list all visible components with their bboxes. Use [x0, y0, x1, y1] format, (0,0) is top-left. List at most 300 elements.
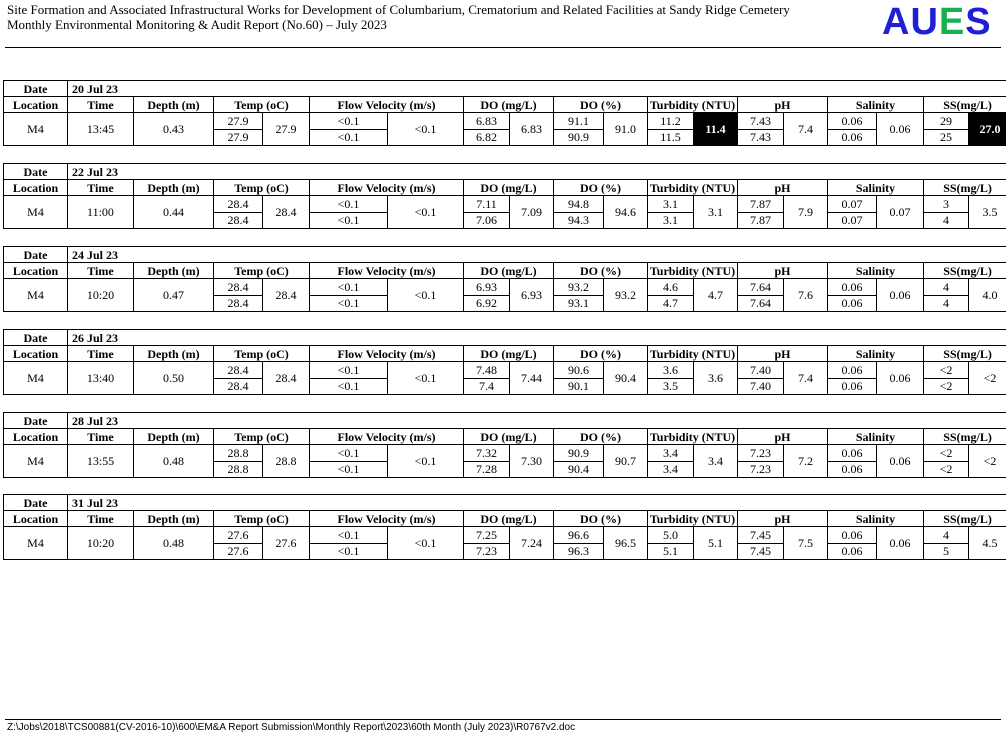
turb-header: Turbidity (NTU): [648, 346, 738, 362]
reading-1: <0.1: [310, 527, 387, 544]
turb-cell: [648, 362, 738, 395]
turb-header: Turbidity (NTU): [648, 180, 738, 196]
header-divider: [5, 47, 1001, 48]
reading-group: [738, 113, 827, 145]
reading-1: <0.1: [310, 196, 387, 213]
do-pct-cell: [554, 445, 648, 478]
sal-header: Salinity: [828, 346, 924, 362]
flow-cell: [310, 445, 464, 478]
time-value: 13:45: [68, 113, 134, 146]
ss-cell: [924, 362, 1006, 395]
reading-1: 94.8: [554, 196, 603, 213]
reading-1: 91.1: [554, 113, 603, 130]
ph-cell: [738, 445, 828, 478]
sal-header: Salinity: [828, 180, 924, 196]
reading-1: 29: [924, 113, 968, 130]
reading-group: [648, 362, 737, 394]
reading-1: 93.2: [554, 279, 603, 296]
reading-1: 28.4: [214, 279, 262, 296]
reading-2: 7.64: [750, 296, 771, 311]
reading-1: 4: [924, 279, 968, 296]
reading-2: 6.82: [476, 130, 497, 145]
reading-group: [828, 527, 923, 559]
reading-2: 3.5: [663, 379, 678, 394]
reading-group: [464, 196, 553, 228]
average-value: 94.6: [615, 205, 636, 219]
reading-1: 3: [924, 196, 968, 213]
flow-header: Flow Velocity (m/s): [310, 180, 464, 196]
do-pct-header: DO (%): [554, 346, 648, 362]
average-value: 3.1: [708, 205, 723, 219]
do-mgl-header: DO (mg/L): [464, 263, 554, 279]
ph-header: pH: [738, 97, 828, 113]
reading-group: [924, 196, 1006, 228]
reading-2: 28.4: [227, 213, 249, 228]
location-header: Location: [4, 180, 68, 196]
average-value: <0.1: [414, 122, 437, 136]
reading-1: 3.1: [648, 196, 693, 213]
reading-1: 7.43: [738, 113, 783, 130]
reading-1: 28.4: [214, 196, 262, 213]
do-mgl-header: DO (mg/L): [464, 97, 554, 113]
date-label: Date: [4, 413, 68, 429]
reading-1: 90.9: [554, 445, 603, 462]
average-value: 28.4: [275, 371, 297, 385]
reading-group: [464, 527, 553, 559]
reading-group: [924, 279, 1006, 311]
reading-1: 96.6: [554, 527, 603, 544]
do-pct-cell: [554, 113, 648, 146]
reading-2: 7.4: [479, 379, 494, 394]
reading-1: 3.6: [648, 362, 693, 379]
reading-group: [214, 527, 309, 559]
time-value: 13:55: [68, 445, 134, 478]
temp-cell: [214, 113, 310, 146]
average-value: <0.1: [414, 454, 437, 468]
depth-header: Depth (m): [134, 97, 214, 113]
footer-divider: [5, 719, 1001, 720]
average-value: 5.1: [708, 536, 723, 550]
do-pct-header: DO (%): [554, 263, 648, 279]
reading-group: [310, 362, 463, 394]
location-value: M4: [4, 527, 68, 560]
reading-2: <0.1: [337, 462, 360, 477]
sal-header: Salinity: [828, 429, 924, 445]
reading-2: 90.1: [568, 379, 589, 394]
reading-2: 93.1: [568, 296, 589, 311]
reading-group: [828, 113, 923, 145]
ph-cell: [738, 196, 828, 229]
report-title: Site Formation and Associated Infrastructural Works for Development of Columbarium, Crematorium and Related Facilities at Sandy Ridge Cemetery: [7, 2, 790, 17]
reading-1: 4.6: [648, 279, 693, 296]
reading-2: 90.4: [568, 462, 589, 477]
depth-header: Depth (m): [134, 346, 214, 362]
location-header: Location: [4, 511, 68, 527]
reading-1: 7.45: [738, 527, 783, 544]
average-value: 7.4: [798, 122, 813, 136]
depth-header: Depth (m): [134, 511, 214, 527]
date-value: 26 Jul 23: [68, 330, 1006, 346]
reading-2: 25: [940, 130, 952, 145]
turb-header: Turbidity (NTU): [648, 97, 738, 113]
ss-header: SS(mg/L): [924, 263, 1006, 279]
reading-1: 0.07: [828, 196, 876, 213]
reading-group: [554, 445, 647, 477]
ph-header: pH: [738, 429, 828, 445]
reading-2: 0.06: [841, 296, 863, 311]
reading-1: 0.06: [828, 527, 876, 544]
ph-cell: [738, 362, 828, 395]
reading-2: <2: [939, 379, 953, 394]
reading-2: 6.92: [476, 296, 497, 311]
ph-header: pH: [738, 180, 828, 196]
location-value: M4: [4, 362, 68, 395]
file-path-footer: Z:\Jobs\2018\TCS00881(CV-2016-10)\600\EM&A Report Submission\Monthly Report\2023\60th Month (July 2023)\R0767v2.doc: [7, 722, 576, 733]
ss-cell: [924, 113, 1006, 146]
flow-cell: [310, 279, 464, 312]
reading-1: <2: [924, 362, 968, 379]
ph-header: pH: [738, 346, 828, 362]
reading-group: [214, 362, 309, 394]
turb-cell: [648, 279, 738, 312]
average-value: <0.1: [414, 205, 437, 219]
reading-group: [648, 527, 737, 559]
date-label: Date: [4, 81, 68, 97]
monitoring-record-5: [3, 412, 1003, 478]
reading-group: [554, 279, 647, 311]
sal-cell: [828, 196, 924, 229]
reading-group: [310, 527, 463, 559]
reading-1: 7.64: [738, 279, 783, 296]
reading-group: [310, 113, 463, 145]
reading-2: <0.1: [337, 544, 360, 559]
time-value: 10:20: [68, 279, 134, 312]
reading-1: 7.32: [464, 445, 509, 462]
depth-header: Depth (m): [134, 263, 214, 279]
reading-2: <0.1: [337, 213, 360, 228]
flow-header: Flow Velocity (m/s): [310, 97, 464, 113]
reading-2: 27.9: [227, 130, 249, 145]
flow-header: Flow Velocity (m/s): [310, 263, 464, 279]
reading-1: 6.93: [464, 279, 509, 296]
data-table: [3, 80, 1006, 146]
average-value: 7.9: [798, 205, 813, 219]
turb-header: Turbidity (NTU): [648, 263, 738, 279]
reading-1: <0.1: [310, 113, 387, 130]
reading-2: 0.07: [841, 213, 863, 228]
ph-cell: [738, 527, 828, 560]
temp-header: Temp (oC): [214, 511, 310, 527]
ss-cell: [924, 279, 1006, 312]
average-value: 27.9: [275, 122, 297, 136]
sal-cell: [828, 279, 924, 312]
data-table: [3, 494, 1006, 560]
reading-group: [828, 445, 923, 477]
date-label: Date: [4, 330, 68, 346]
report-subtitle: Monthly Environmental Monitoring & Audit Report (No.60) – July 2023: [7, 17, 387, 32]
ph-cell: [738, 279, 828, 312]
reading-2: 4: [943, 213, 949, 228]
depth-value: 0.47: [134, 279, 214, 312]
average-value: 6.93: [521, 288, 542, 302]
average-value: 96.5: [615, 536, 636, 550]
sal-cell: [828, 362, 924, 395]
average-value: 28.4: [275, 205, 297, 219]
turb-cell: [648, 445, 738, 478]
location-header: Location: [4, 346, 68, 362]
reading-1: 28.4: [214, 362, 262, 379]
depth-value: 0.44: [134, 196, 214, 229]
reading-1: 7.23: [738, 445, 783, 462]
reading-group: [738, 362, 827, 394]
average-value: 28.4: [275, 288, 297, 302]
average-value: 7.30: [521, 454, 542, 468]
reading-2: 0.06: [841, 462, 863, 477]
reading-group: [464, 362, 553, 394]
location-header: Location: [4, 429, 68, 445]
temp-header: Temp (oC): [214, 429, 310, 445]
reading-1: 90.6: [554, 362, 603, 379]
reading-1: <2: [924, 445, 968, 462]
reading-2: 28.4: [227, 379, 249, 394]
reading-group: [738, 445, 827, 477]
reading-group: [214, 196, 309, 228]
average-exceedance-value: 11.4: [694, 113, 737, 145]
logo-letter: S: [965, 1, 992, 43]
data-table: [3, 246, 1006, 312]
ph-cell: [738, 113, 828, 146]
reading-1: 7.87: [738, 196, 783, 213]
average-value: 7.09: [521, 205, 542, 219]
average-value: <0.1: [414, 536, 437, 550]
reading-2: 7.28: [476, 462, 497, 477]
time-header: Time: [68, 429, 134, 445]
reading-group: [464, 445, 553, 477]
logo-letter: A: [882, 1, 911, 43]
flow-header: Flow Velocity (m/s): [310, 346, 464, 362]
monitoring-record-4: [3, 329, 1003, 395]
monitoring-record-2: [3, 163, 1003, 229]
do-mgl-header: DO (mg/L): [464, 429, 554, 445]
reading-1: 7.48: [464, 362, 509, 379]
ss-cell: [924, 445, 1006, 478]
reading-group: [310, 196, 463, 228]
depth-value: 0.48: [134, 527, 214, 560]
reading-2: <2: [939, 462, 953, 477]
average-value: 0.06: [889, 288, 911, 302]
reading-group: [554, 113, 647, 145]
reading-2: 4.7: [663, 296, 678, 311]
do-pct-header: DO (%): [554, 180, 648, 196]
reading-group: [464, 113, 553, 145]
average-value: 0.06: [889, 536, 911, 550]
reading-1: 0.06: [828, 362, 876, 379]
average-value: 0.06: [889, 454, 911, 468]
depth-header: Depth (m): [134, 429, 214, 445]
average-value: 7.2: [798, 454, 813, 468]
do-mgl-cell: [464, 113, 554, 146]
ph-header: pH: [738, 263, 828, 279]
reading-2: 3.1: [663, 213, 678, 228]
reading-group: [828, 196, 923, 228]
reading-1: 7.11: [464, 196, 509, 213]
sal-header: Salinity: [828, 263, 924, 279]
reading-1: <0.1: [310, 445, 387, 462]
sal-header: Salinity: [828, 511, 924, 527]
reading-2: <0.1: [337, 379, 360, 394]
flow-cell: [310, 362, 464, 395]
do-mgl-cell: [464, 279, 554, 312]
reading-2: 27.6: [227, 544, 249, 559]
ss-header: SS(mg/L): [924, 511, 1006, 527]
depth-value: 0.48: [134, 445, 214, 478]
reading-1: 0.06: [828, 113, 876, 130]
reading-2: 7.87: [750, 213, 771, 228]
average-value: 3.5: [982, 205, 998, 219]
reading-group: [924, 362, 1006, 394]
reading-2: 28.8: [227, 462, 249, 477]
ss-header: SS(mg/L): [924, 346, 1006, 362]
data-table: [3, 412, 1006, 478]
date-value: 28 Jul 23: [68, 413, 1006, 429]
reading-2: 7.40: [750, 379, 771, 394]
reading-2: 7.23: [750, 462, 771, 477]
reading-2: 11.5: [660, 130, 681, 145]
average-value: 91.0: [615, 122, 636, 136]
time-header: Time: [68, 263, 134, 279]
average-value: 7.4: [798, 371, 813, 385]
ss-header: SS(mg/L): [924, 97, 1006, 113]
temp-header: Temp (oC): [214, 97, 310, 113]
average-value: 4.7: [708, 288, 723, 302]
reading-2: 0.06: [841, 544, 863, 559]
reading-1: 0.06: [828, 445, 876, 462]
reading-1: 7.25: [464, 527, 509, 544]
time-header: Time: [68, 97, 134, 113]
depth-value: 0.50: [134, 362, 214, 395]
reading-2: 94.3: [568, 213, 589, 228]
reading-2: 5: [943, 544, 949, 559]
reading-2: 90.9: [568, 130, 589, 145]
do-pct-cell: [554, 527, 648, 560]
do-pct-cell: [554, 362, 648, 395]
reading-1: <0.1: [310, 362, 387, 379]
average-value: 93.2: [615, 288, 636, 302]
average-value: 0.06: [889, 371, 911, 385]
reading-group: [214, 445, 309, 477]
temp-cell: [214, 196, 310, 229]
location-header: Location: [4, 263, 68, 279]
do-pct-cell: [554, 196, 648, 229]
do-mgl-header: DO (mg/L): [464, 511, 554, 527]
flow-cell: [310, 196, 464, 229]
data-table: [3, 163, 1006, 229]
aues-logo: [882, 2, 992, 42]
reading-group: [310, 279, 463, 311]
do-mgl-header: DO (mg/L): [464, 346, 554, 362]
flow-cell: [310, 113, 464, 146]
average-value: 6.83: [521, 122, 542, 136]
average-value: 3.6: [708, 371, 723, 385]
average-value: <2: [983, 454, 997, 468]
date-value: 24 Jul 23: [68, 247, 1006, 263]
reading-1: 27.6: [214, 527, 262, 544]
reading-1: 27.9: [214, 113, 262, 130]
do-mgl-cell: [464, 362, 554, 395]
average-value: 28.8: [275, 454, 297, 468]
reading-group: [554, 196, 647, 228]
average-value: 0.07: [889, 205, 911, 219]
depth-header: Depth (m): [134, 180, 214, 196]
average-value: 90.4: [615, 371, 636, 385]
time-value: 10:20: [68, 527, 134, 560]
reading-2: 3.4: [663, 462, 678, 477]
reading-group: [214, 113, 309, 145]
average-value: 4.5: [982, 536, 998, 550]
sal-cell: [828, 527, 924, 560]
depth-value: 0.43: [134, 113, 214, 146]
reading-group: [648, 196, 737, 228]
temp-cell: [214, 527, 310, 560]
reading-2: 4: [943, 296, 949, 311]
reading-2: <0.1: [337, 130, 360, 145]
location-value: M4: [4, 196, 68, 229]
reading-group: [828, 279, 923, 311]
reading-2: 7.43: [750, 130, 771, 145]
turb-cell: [648, 113, 738, 146]
reading-1: 0.06: [828, 279, 876, 296]
ss-header: SS(mg/L): [924, 180, 1006, 196]
average-value: 4.0: [982, 288, 998, 302]
location-header: Location: [4, 97, 68, 113]
ss-header: SS(mg/L): [924, 429, 1006, 445]
do-pct-header: DO (%): [554, 97, 648, 113]
reading-2: 7.45: [750, 544, 771, 559]
average-value: <2: [983, 371, 997, 385]
reading-group: [214, 279, 309, 311]
logo-letter: U: [910, 1, 939, 43]
average-value: <0.1: [414, 371, 437, 385]
time-header: Time: [68, 511, 134, 527]
flow-cell: [310, 527, 464, 560]
date-value: 20 Jul 23: [68, 81, 1006, 97]
reading-1: 5.0: [648, 527, 693, 544]
do-pct-cell: [554, 279, 648, 312]
average-value: 7.24: [521, 536, 542, 550]
reading-group: [924, 527, 1006, 559]
turb-header: Turbidity (NTU): [648, 429, 738, 445]
reading-2: 0.06: [841, 130, 863, 145]
location-value: M4: [4, 279, 68, 312]
flow-header: Flow Velocity (m/s): [310, 511, 464, 527]
ph-header: pH: [738, 511, 828, 527]
reading-2: 5.1: [663, 544, 678, 559]
ss-cell: [924, 527, 1006, 560]
reading-1: 28.8: [214, 445, 262, 462]
date-label: Date: [4, 164, 68, 180]
temp-header: Temp (oC): [214, 263, 310, 279]
time-header: Time: [68, 180, 134, 196]
reading-2: 28.4: [227, 296, 249, 311]
temp-header: Temp (oC): [214, 346, 310, 362]
reading-1: <0.1: [310, 279, 387, 296]
average-value: 3.4: [708, 454, 723, 468]
turb-cell: [648, 196, 738, 229]
reading-group: [554, 527, 647, 559]
turb-header: Turbidity (NTU): [648, 511, 738, 527]
reading-group: [738, 196, 827, 228]
reading-group: [738, 527, 827, 559]
